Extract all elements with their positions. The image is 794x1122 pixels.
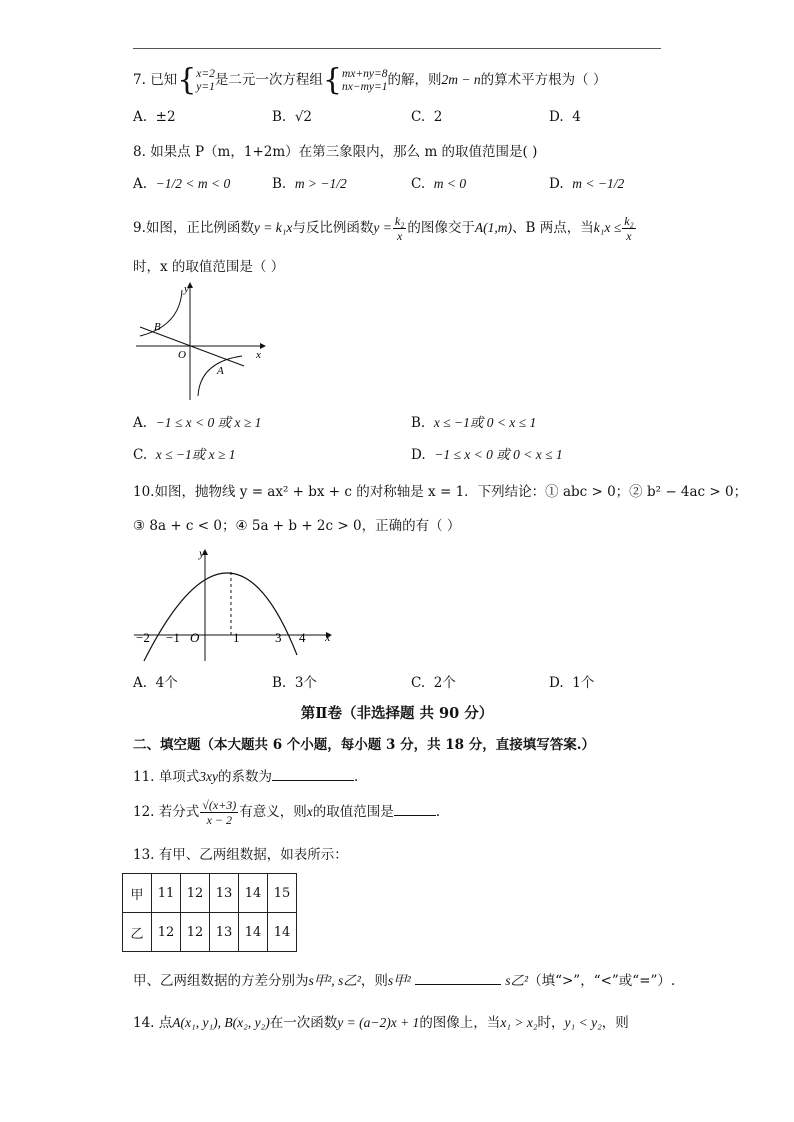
q10-parabola [144,573,297,661]
q12-var: x [306,804,313,819]
q14-function: y = (a−2)x + 1 [337,1015,420,1030]
q7-option-d[interactable]: D. 4 [549,109,581,125]
q7-option-b[interactable]: B. √2 [272,109,313,125]
table-cell: 13 [210,913,239,952]
question-10 [133,480,747,500]
q10-option-d[interactable]: D. 1个 [549,675,595,691]
q12-text-1: 若分式 [158,804,200,820]
section-2-heading: 二、填空题（本大题共 6 个小题，每小题 3 分，共 18 分，直接填写答案.） [133,737,595,753]
q9-condition: k₁x ≤ [593,220,622,235]
question-14 [133,1011,629,1031]
table-cell: 14 [239,874,268,913]
q10-option-b[interactable]: B. 3个 [272,675,317,691]
q8-option-c[interactable]: C. m < 0 [411,176,467,192]
q11-text-2: 的系数为 [218,769,273,785]
q11-number: 11. [133,769,155,785]
q13-number: 13. [133,847,155,863]
q7-system: mx+ny=8 nx−my=1 [342,67,388,93]
q8-number: 8. [133,144,146,160]
q12-fraction: $\frac{√(x+3)}{x - 2}$ [202,798,237,827]
q9-frac-2: $\frac{\text{k₂}}{x}$ [624,214,634,243]
q12-text-3: 的取值范围是 [312,804,394,820]
q10-tick-4: 4 [299,630,306,645]
q14-points: A(x₁, y₁), B(x₂, y₂) [172,1015,270,1030]
q9-point-a-label: A [217,365,224,377]
q9-text-1: 如图，正比例函数 [145,220,254,236]
q14-text-3: 的图像上，当 [419,1015,501,1031]
q10-number: 10. [133,484,155,500]
q12-number: 12. [133,804,155,820]
q7-text-2: 是二元一次方程组 [214,72,323,88]
q7-option-a[interactable]: A. ±2 [133,109,176,125]
q9-text-3: 的图像交于 [407,220,475,236]
q14-text-4: 时， [537,1015,565,1031]
q9-y-label: y [184,283,189,295]
q10-line-1: 如图，抛物线 y = ax² + bx + c 的对称轴是 x = 1．下列结论：① abc > 0；② b² − 4ac > 0； [154,484,748,500]
table-cell: 乙 [123,913,152,952]
q7-text-3: 的解，则 [387,72,442,88]
q9-func-2: y = [373,220,392,235]
question-8 [133,140,537,160]
q10-tick-3: 3 [275,630,282,645]
q12-end: . [435,804,441,820]
q9-point-b-label: B [154,321,161,333]
q7-brace-2: { [322,62,342,98]
q9-line-2: 时，x 的取值范围是（ ） [133,259,285,275]
q7-solution: x=2 y=1 [196,67,215,93]
table-cell: 14 [239,913,268,952]
q14-text-5: ，则 [601,1015,629,1031]
q9-option-a[interactable]: A. −1 ≤ x < 0 或 x ≥ 1 [133,415,262,431]
q8-option-d[interactable]: D. m < −1/2 [549,176,625,192]
q8-option-a[interactable]: A. −1/2 < m < 0 [133,176,231,192]
q13-s1: s甲² [387,973,411,988]
q9-x-label: x [256,349,261,361]
q7-text-1: 已知 [150,72,178,88]
q10-y-label: y [199,546,205,560]
q7-text-4: 的算术平方根为（ ） [480,72,607,88]
q7-expr: 2m − n [441,72,481,87]
q10-option-a[interactable]: A. 4个 [133,675,178,691]
q9-point: A(1,m) [474,220,513,235]
q7-number: 7. [133,72,146,88]
q11-text-1: 单项式 [158,769,200,785]
q10-x-label: x [325,630,331,644]
table-cell: 13 [210,874,239,913]
q13-table [122,873,297,952]
q12-answer-blank[interactable] [394,803,436,816]
table-cell: 11 [152,874,181,913]
question-7 [133,62,606,98]
table-row [123,874,297,913]
q10-line-2: ③ 8a + c < 0；④ 5a + b + 2c > 0，正确的有（ ） [133,518,461,534]
table-cell: 12 [152,913,181,952]
table-row [123,913,297,952]
q9-option-d[interactable]: D. −1 ≤ x < 0 或 0 < x ≤ 1 [411,447,563,463]
q9-option-c[interactable]: C. x ≤ −1或 x ≥ 1 [133,447,236,463]
q9-text-4: 、B 两点，当 [512,220,594,236]
question-12 [133,792,440,832]
q14-cond-2: y₁ < y₂ [564,1015,602,1030]
q10-tick-1: 1 [233,630,240,645]
q7-option-c[interactable]: C. 2 [411,109,443,125]
table-cell: 12 [181,874,210,913]
question-9 [133,210,637,246]
q11-answer-blank[interactable] [272,768,354,781]
q14-text-2: 在一次函数 [269,1015,338,1031]
q9-frac-1: $\frac{\text{k₂}}{x}$ [394,214,405,243]
q8-option-b[interactable]: B. m > −1/2 [272,176,347,192]
q14-cond-1: x₁ > x₂ [500,1015,538,1030]
q10-tick-minus-1: −1 [166,630,180,645]
q9-text-2: 与反比例函数 [292,220,374,236]
q10-tick-minus-2: −2 [136,630,150,645]
q9-number: 9. [133,220,146,236]
q13-text-3: （填“>”，“<”或“=”）. [528,973,676,989]
q8-stem: 如果点 P（m，1+2m）在第三象限内，那么 m 的取值范围是( ) [150,144,538,160]
table-cell: 15 [268,874,297,913]
q9-origin-label: O [178,349,186,361]
q13-vars: s甲², s乙² [308,973,361,988]
q9-option-b[interactable]: B. x ≤ −1或 0 < x ≤ 1 [411,415,537,431]
question-13 [133,843,348,863]
q9-func-1: y = k₁x [253,220,293,235]
q13-s2: s乙² [505,973,529,988]
q10-graph [132,543,342,665]
q13-text-2: ，则 [360,973,388,989]
table-cell: 甲 [123,874,152,913]
q14-number: 14. [133,1015,155,1031]
q9-graph [132,280,267,405]
q10-option-c[interactable]: C. 2个 [411,675,456,691]
q11-expr: 3xy [199,769,219,784]
q7-brace-1: { [177,62,197,98]
q9-x-arrow [260,343,266,349]
table-cell: 14 [268,913,297,952]
q14-text-1: 点 [158,1015,173,1031]
q12-text-2: 有意义，则 [239,804,307,820]
q13-stem: 有甲、乙两组数据，如表所示： [158,847,348,863]
q13-answer-blank[interactable] [415,972,501,985]
q11-end: . [354,769,359,785]
q13-text-1: 甲、乙两组数据的方差分别为 [133,973,309,989]
header-rule [133,48,661,49]
question-11 [133,765,358,785]
part-2-title: 第Ⅱ卷（非选择题 共 90 分） [300,705,494,722]
table-cell: 12 [181,913,210,952]
q10-origin-label: O [190,630,200,645]
q13-line-2 [133,969,675,989]
